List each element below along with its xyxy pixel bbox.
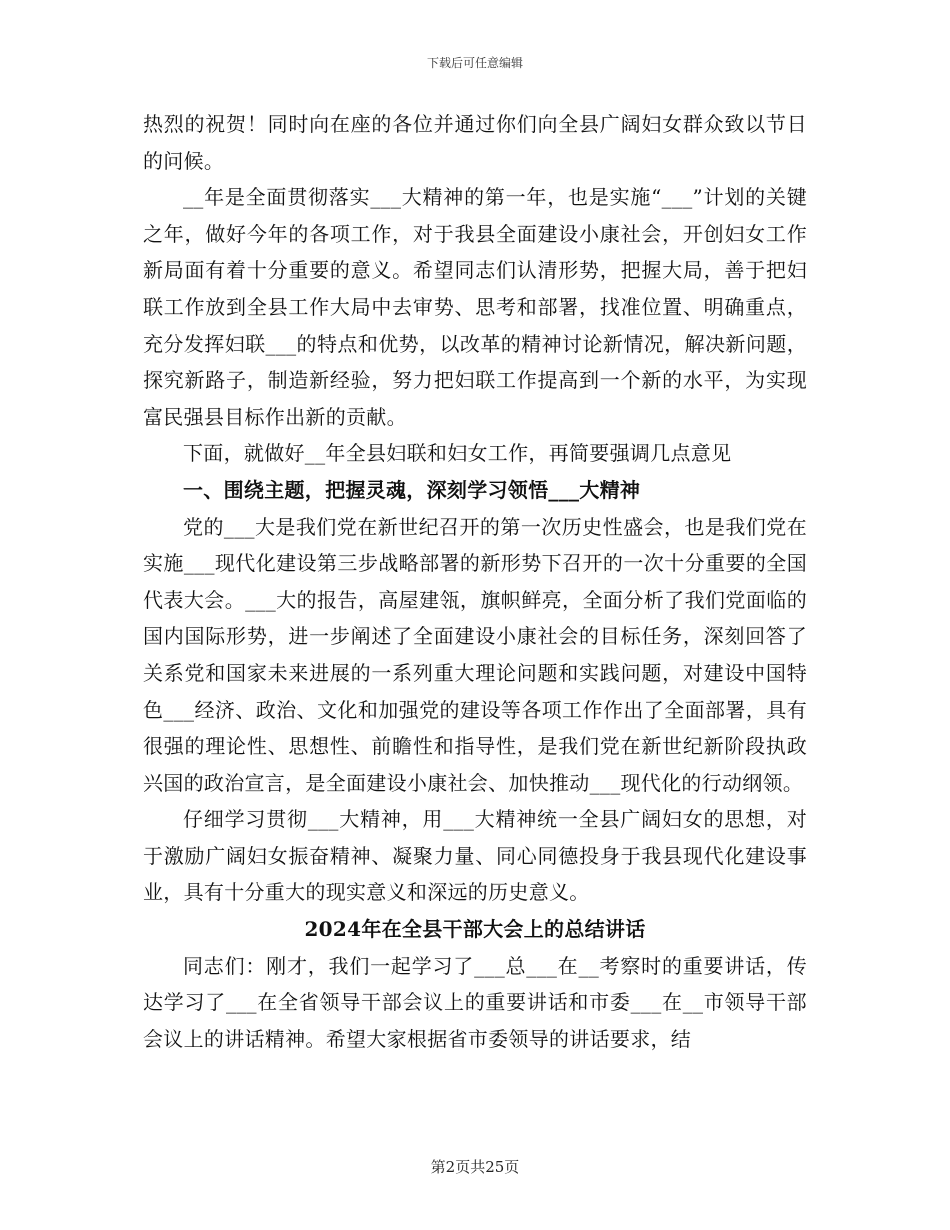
section-heading: 一、围绕主题，把握灵魂，深刻学习领悟___大精神	[183, 477, 641, 502]
document-title: 2024年在全县干部大会上的总结讲话	[304, 917, 646, 942]
page-header: 下载后可任意编辑	[426, 56, 523, 70]
paragraph-greeting: 热烈的祝贺！同时向在座的各位并通过你们向全县广阔妇女群众致以节日的问候。	[143, 112, 807, 173]
page-number: 第2页共25页	[430, 1158, 520, 1176]
paragraph-speech-start: 同志们：刚才，我们一起学习了___总___在__考察时的重要讲话，传达学习了___在全省领导干部会议上的重要讲话和市委___在__市领导干部会议上的讲话精神。希望大家根据省市委领导的讲话要求，结	[143, 953, 807, 1051]
document-body	[143, 106, 807, 1057]
paragraph-congress: 党的___大是我们党在新世纪召开的第一次历史性盛会，也是我们党在实施___现代化建设第三步战略部署的新形势下召开的一次十分重要的全国代表大会。___大的报告，高屋建瓴，旗帜鲜亮，全面分析了我们党面临的国内国际形势，进一步阐述了全面建设小康社会的目标任务，深刻回答了关系党和国家未来进展的一系列重大理论问题和实践问题，对建设中国特色___经济、政治、文化和加强党的建设等各项工作作出了全面部署，具有很强的理论性、思想性、前瞻性和指导性，是我们党在新世纪新阶段执政兴国的政治宣言，是全面建设小康社会、加快推动___现代化的行动纲领。	[143, 514, 807, 795]
paragraph-key-year: __年是全面贯彻落实___大精神的第一年，也是实施“___”计划的关键之年，做好今年的各项工作，对于我县全面建设小康社会，开创妇女工作新局面有着十分重要的意义。希望同志们认清形势，把握大局，善于把妇联工作放到全县工作大局中去审势、思考和部署，找准位置、明确重点，充分发挥妇联___的特点和优势，以改革的精神讨论新情况，解决新问题，探究新路子，制造新经验，努力把妇联工作提高到一个新的水平，为实现富民强县目标作出新的贡献。	[143, 185, 807, 429]
paragraph-intro: 下面，就做好__年全县妇联和妇女工作，再简要强调几点意见	[183, 441, 732, 466]
paragraph-study: 仔细学习贯彻___大精神，用___大精神统一全县广阔妇女的思想，对于激励广阔妇女振奋精神、凝聚力量、同心同德投身于我县现代化建设事业，具有十分重大的现实意义和深远的历史意义。	[143, 807, 807, 905]
